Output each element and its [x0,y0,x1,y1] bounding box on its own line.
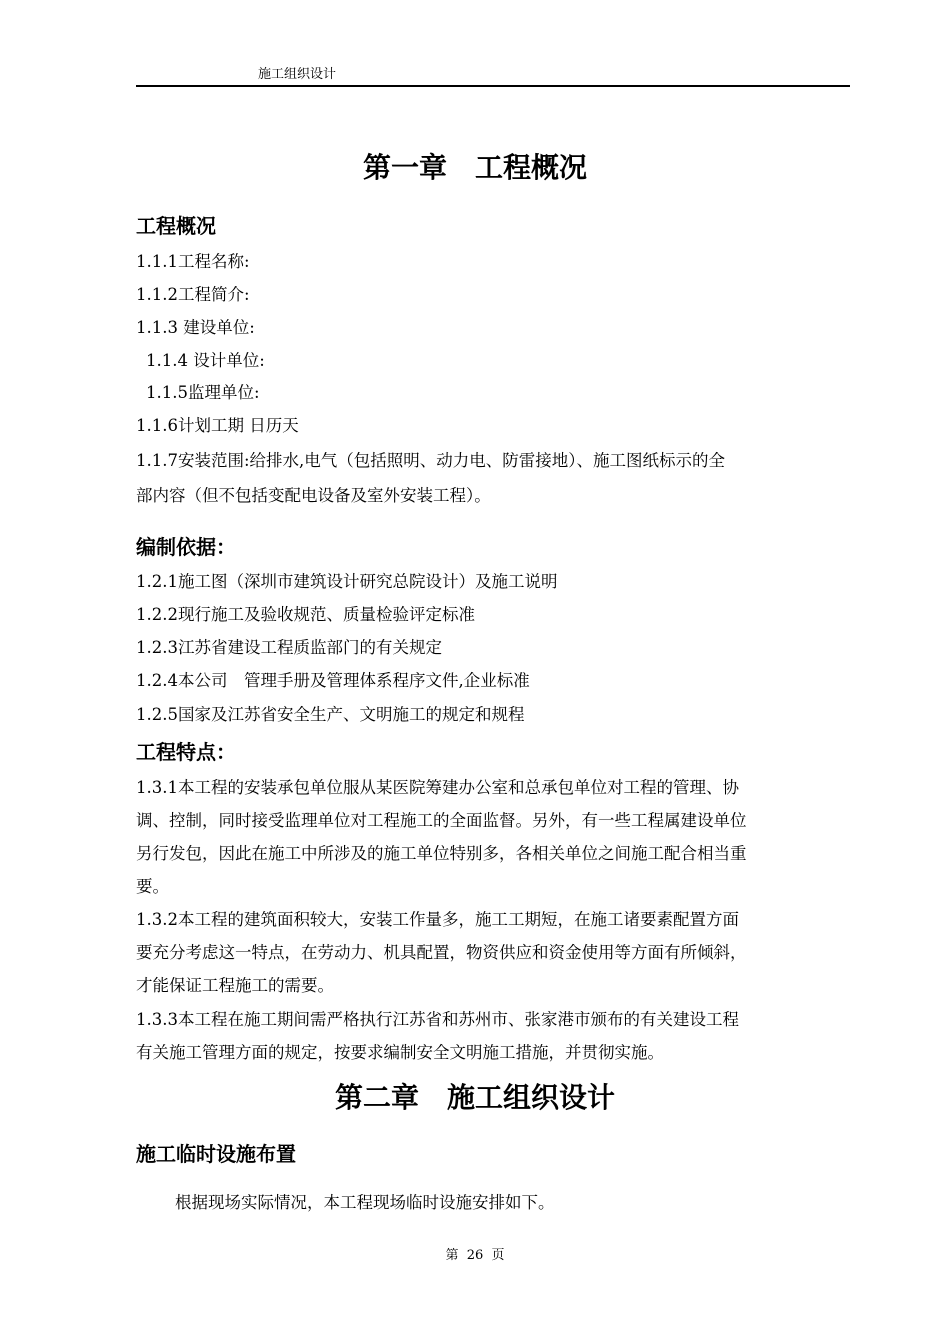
basis-line-4: 1.2.4本公司 管理手册及管理体系程序文件,企业标准 [136,671,530,690]
basis-line-3: 1.2.3江苏省建设工程质监部门的有关规定 [136,638,442,657]
basis-line-5: 1.2.5国家及江苏省安全生产、文明施工的规定和规程 [136,705,525,724]
overview-line-2: 1.1.2工程简介: [136,285,250,304]
overview-line-1: 1.1.1工程名称: [136,252,250,271]
features-line-3: 另行发包，因此在施工中所涉及的施工单位特别多，各相关单位之间施工配合相当重 [136,844,747,863]
features-line-5: 1.3.2本工程的建筑面积较大，安装工作量多，施工工期短，在施工诸要素配置方面 [136,910,739,929]
features-line-6: 要充分考虑这一特点，在劳动力、机具配置，物资供应和资金使用等方面有所倾斜， [136,943,747,962]
overview-line-8: 部内容（但不包括变配电设备及室外安装工程）。 [136,486,491,505]
overview-line-3: 1.1.3 建设单位: [136,318,255,337]
basis-line-2: 1.2.2现行施工及验收规范、质量检验评定标准 [136,605,475,624]
features-line-2: 调、控制，同时接受监理单位对工程施工的全面监督。另外，有一些工程属建设单位 [136,811,747,830]
features-line-1: 1.3.1本工程的安装承包单位服从某医院筹建办公室和总承包单位对工程的管理、协 [136,778,739,797]
features-line-7: 才能保证工程施工的需要。 [136,976,334,995]
header-title: 施工组织设计 [258,67,337,82]
overview-line-6: 1.1.6计划工期 日历天 [136,416,299,435]
chapter-2-title: 第二章 施工组织设计 [334,1081,615,1114]
section-basis-title: 编制依据： [136,535,236,559]
section-temporary-title: 施工临时设施布置 [136,1142,296,1166]
section-features-title: 工程特点： [136,740,236,764]
temporary-line-1: 根据现场实际情况，本工程现场临时设施安排如下。 [175,1193,555,1212]
features-line-9: 有关施工管理方面的规定，按要求编制安全文明施工措施，并贯彻实施。 [136,1043,664,1062]
overview-line-4: 1.1.4 设计单位: [146,351,265,370]
overview-line-5: 1.1.5监理单位: [146,383,260,402]
basis-line-1: 1.2.1施工图（深圳市建筑设计研究总院设计）及施工说明 [136,572,558,591]
page-number: 第 26 页 [445,1248,505,1263]
overview-line-7: 1.1.7安装范围:给排水,电气（包括照明、动力电、防雷接地）、施工图纸标示的全 [136,451,726,470]
header-rule [136,85,850,87]
features-line-4: 要。 [136,877,169,896]
features-line-8: 1.3.3本工程在施工期间需严格执行江苏省和苏州市、张家港市颁布的有关建设工程 [136,1010,739,1029]
section-overview-title: 工程概况 [136,214,216,238]
chapter-1-title: 第一章 工程概况 [362,151,587,184]
